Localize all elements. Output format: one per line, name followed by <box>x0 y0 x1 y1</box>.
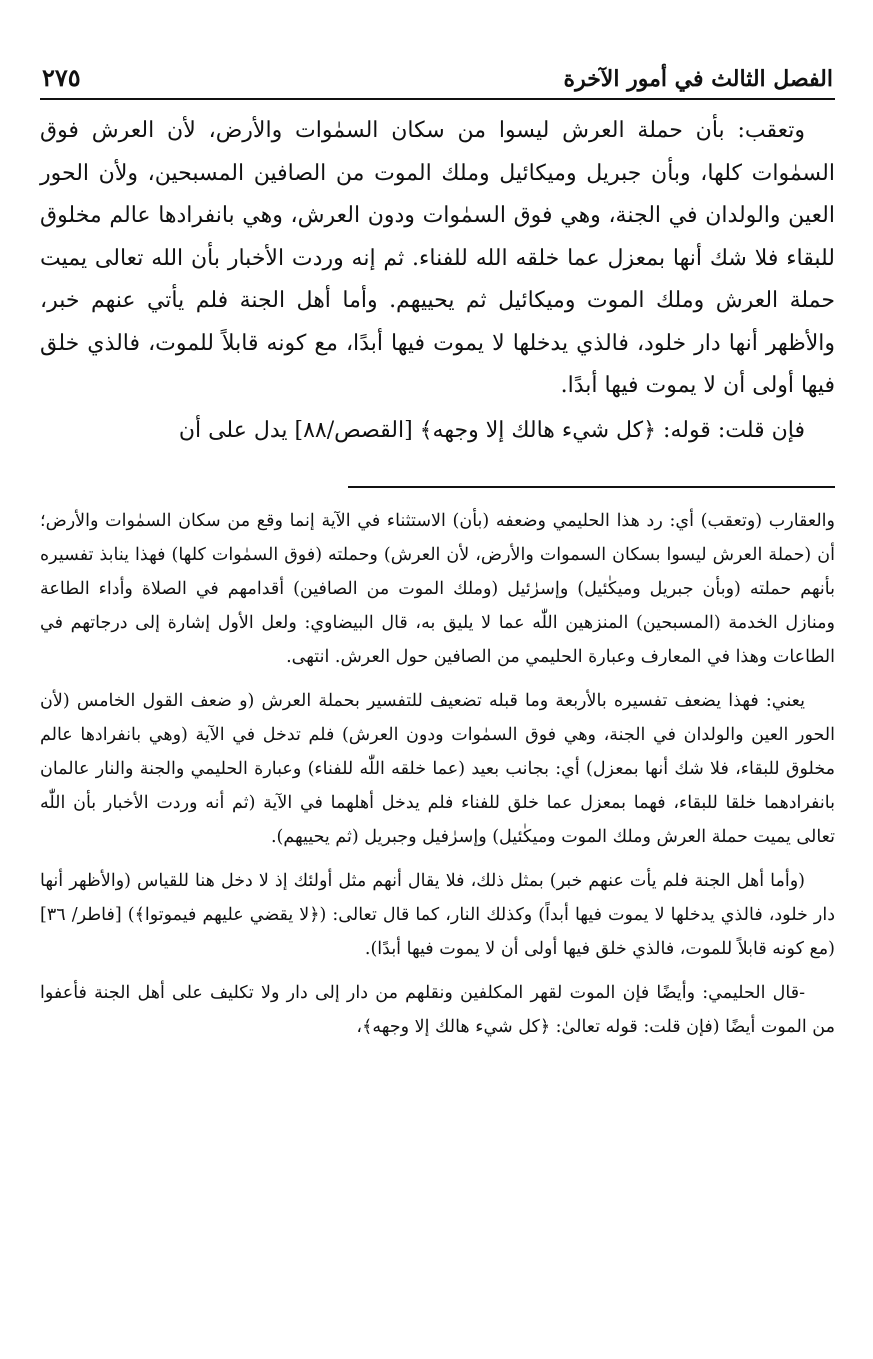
commentary-paragraph: والعقارب (وتعقب) أي: رد هذا الحليمي وضعفه (بأن) الاستثناء في الآية إنما وقع من سكان السمٰوات والأرض؛ أن (حملة العرش ليسوا بسكان السموات والأرض، لأن العرش) وحملته (فوق السمٰوات كلها) فهذا ينابذ تفسيره بأنهم حملته (وبأن جبريل وميكٰئيل) وإسرٰئيل (وملك الموت من الصافين) أقدامهم في الصلاة وأداء الطاعة ومنازل الخدمة (المسبحين) المنزهين اللّٰه عما لا يليق به، قال البيضاوي: ولعل الأول إشارة إلى درجاتهم في الطاعات وهذا في المعارف وعبارة الحليمي من الصافين حول العرش. انتهى. <box>40 511 835 667</box>
chapter-title: الفصل الثالث في أمور الآخرة <box>563 66 833 92</box>
main-paragraph: وتعقب: بأن حملة العرش ليسوا من سكان السمٰوات والأرض، لأن العرش فوق السمٰوات كلها، وبأن جبريل وميكائيل وملك الموت من الصافين المسبحين، ولأن الحور العين والولدان في الجنة، وهي فوق السمٰوات ودون العرش، وهي بانفرادها عالم مخلوق للبقاء فلا شك أنها بمعزل عما خلقه الله للفناء. ثم إنه وردت الأخبار بأن الله تعالى يميت حملة العرش وملك الموت وميكائيل ثم يحييهم. وأما أهل الجنة فلم يأتي عنهم خبر، والأظهر أنها دار خلود، فالذي يدخلها لا يموت فيها أبدًا، مع كونه قابلاً للموت، فالذي خلق فيها أولى أن لا يموت فيها أبدًا. <box>40 118 835 398</box>
commentary <box>40 504 835 1044</box>
page-number: ٢٧٥ <box>42 63 81 92</box>
footnote-separator <box>348 486 835 488</box>
page-header <box>40 48 835 100</box>
main-text <box>40 110 835 452</box>
commentary-paragraph: -قال الحليمي: وأيضًا فإن الموت لقهر المكلفين ونقلهم من دار إلى دار ولا تكليف على أهل الجنة فأعفوا من الموت أيضًا (فإن قلت: قوله تعالىٰ: ﴿كل شيء هالك إلا وجهه﴾، <box>40 983 835 1037</box>
main-paragraph: فإن قلت: قوله: ﴿كل شيء هالك إلا وجهه﴾ [القصص/٨٨] يدل على أن <box>178 417 805 443</box>
commentary-paragraph: (وأما أهل الجنة فلم يأت عنهم خبر) بمثل ذلك، فلا يقال أنهم مثل أولئك إذ لا دخل هنا للقياس (والأظهر أنها دار خلود، فالذي يدخلها لا يموت فيها أبداً) وكذلك النار، كما قال تعالى: (﴿لا يقضي عليهم فيموتوا﴾) [فاطر/ ٣٦] (مع كونه قابلاً للموت، فالذي خلق فيها أولى أن لا يموت فيها أبدًا). <box>40 871 835 959</box>
commentary-paragraph: يعني: فهذا يضعف تفسيره بالأربعة وما قبله تضعيف للتفسير بحملة العرش (و ضعف القول الخامس (لأن الحور العين والولدان في الجنة، وهي فوق السمٰوات ودون العرش) فلم تدخل في الآية (وهي بانفرادها عالم مخلوق للبقاء، فلا شك أنها بمعزل) أي: بجانب بعيد (عما خلقه اللّٰه للفناء) وعبارة الحليمي والجنة والنار عالمان بانفرادهما خلقا للبقاء، فهما بمعزل عما خلق للفناء فلم يدخل أهلهما في الآية (ثم أنه وردت الأخبار بأن اللّٰه تعالى يميت حملة العرش وملك الموت وميكٰئيل) وإسرٰفيل وجبريل (ثم يحييهم). <box>40 691 836 847</box>
